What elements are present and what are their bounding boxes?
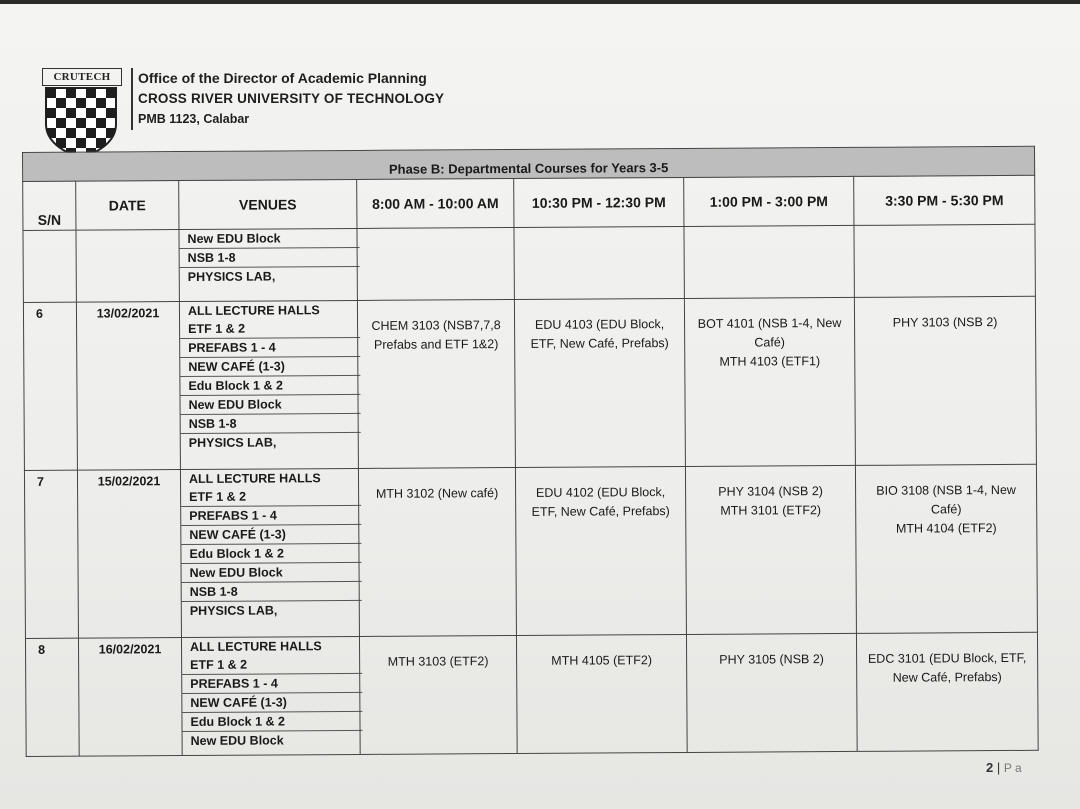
course-entry: BOT 4101 (NSB 1-4, New Café) [697,315,842,350]
venue-item: PREFABS 1 - 4 [180,338,360,358]
venue-list [181,469,359,620]
course-entry: CHEM 3103 (NSB7,7,8 Prefabs and ETF 1&2) [371,318,501,352]
exam-timetable [22,146,1039,757]
slot3-cell [684,297,855,466]
column-header-slot1: 8:00 AM - 10:00 AM [357,178,514,228]
page-number [986,760,1022,775]
course-entry: PHY 3103 (NSB 2) [892,315,998,330]
venue-item: NEW CAFÉ (1-3) [181,525,361,545]
venue-item: PREFABS 1 - 4 [181,506,361,526]
sn-cell [23,230,76,302]
column-header-date: DATE [76,181,179,231]
university-name: CROSS RIVER UNIVERSITY OF TECHNOLOGY [138,91,445,106]
course-entry: EDU 4103 (EDU Block, ETF, New Café, Prefabs) [530,317,669,351]
venues-cell [180,468,359,637]
course-entry: BIO 3108 (NSB 1-4, New Café) [876,482,1016,517]
venue-item: Edu Block 1 & 2 [181,544,361,564]
venue-list [182,637,360,750]
course-entry: MTH 3101 (ETF2) [720,503,822,518]
university-logo [36,66,128,164]
venue-item: NSB 1-8 [182,582,362,602]
slot4-cell [854,224,1035,297]
slot3-cell [684,225,854,298]
sn-cell: 7 [24,470,78,638]
course-entry: MTH 4103 (ETF1) [719,354,821,369]
page-number-separator: | [996,760,1001,775]
date-cell [76,230,179,303]
course-entry: EDC 3101 (EDU Block, ETF, New Café, Prefabs) [867,650,1027,685]
course-entry: MTH 3103 (ETF2) [387,654,489,669]
venue-item: NSB 1-8 [180,248,360,268]
venue-item: NEW CAFÉ (1-3) [180,357,360,377]
table-row [23,224,1035,302]
table-row [23,296,1036,470]
venue-list [179,229,356,286]
venue-item: ALL LECTURE HALLS [188,471,321,486]
slot4-cell [854,296,1036,465]
page-top-edge [0,0,1080,4]
venue-item: New EDU Block [180,395,360,415]
header-divider [131,68,133,130]
venue-item: Edu Block 1 & 2 [180,376,360,396]
letterhead [138,68,444,128]
logo-text: CRUTECH [42,68,122,86]
venue-item: PHYSICS LAB, [189,603,278,618]
slot2-cell [514,298,685,467]
slot1-cell [358,467,516,636]
venue-item: PHYSICS LAB, [187,269,276,284]
venue-item: ETF 1 & 2 [181,487,361,507]
venue-item: ETF 1 & 2 [182,655,362,675]
slot3-cell [686,633,857,752]
phase-title: Phase B: Departmental Courses for Years 3-5 [23,146,1035,181]
venues-cell [179,228,357,301]
course-entry: MTH 4104 (ETF2) [895,521,997,536]
table-row [25,632,1038,756]
course-entry: EDU 4102 (EDU Block, ETF, New Café, Prefabs) [531,485,670,519]
venues-cell [179,300,358,469]
university-address: PMB 1123, Calabar [138,112,250,126]
venue-item: New EDU Block [190,733,284,748]
slot1-cell [359,635,517,754]
date-cell: 15/02/2021 [77,470,181,639]
course-entry: PHY 3104 (NSB 2) [718,484,823,499]
venues-cell [181,636,360,755]
venue-item: ALL LECTURE HALLS [187,303,320,318]
date-cell: 16/02/2021 [78,638,182,757]
slot2-cell [514,226,684,299]
sn-cell: 6 [23,302,77,470]
timetable-body [23,224,1038,756]
page-number-value: 2 [986,760,994,775]
venue-item: New EDU Block [182,563,362,583]
column-header-sn: S/N [23,181,76,230]
crest-shield-icon [36,66,128,164]
venue-item: PHYSICS LAB, [188,435,277,450]
slot4-cell [856,632,1038,751]
office-title: Office of the Director of Academic Planning [138,70,427,86]
slot1-cell [357,299,515,468]
venue-item: ETF 1 & 2 [180,319,360,339]
course-entry: PHY 3105 (NSB 2) [719,652,824,667]
venue-item: NSB 1-8 [181,414,361,434]
venue-item: Edu Block 1 & 2 [182,712,362,732]
slot2-cell [515,466,686,635]
course-entry: MTH 4105 (ETF2) [551,653,653,668]
sn-cell: 8 [25,638,79,756]
venue-item: NEW CAFÉ (1-3) [182,693,362,713]
slot1-cell [357,227,514,300]
column-header-slot3: 1:00 PM - 3:00 PM [684,176,854,226]
venue-item: PREFABS 1 - 4 [182,674,362,694]
slot3-cell [685,465,856,634]
page-label: P a [1003,761,1022,775]
venue-list [180,301,358,452]
date-cell: 13/02/2021 [76,302,180,471]
column-header-venues: VENUES [179,179,357,229]
slot2-cell [516,634,687,753]
venue-item: New EDU Block [179,229,359,249]
slot4-cell [855,464,1037,633]
column-header-slot2: 10:30 PM - 12:30 PM [514,177,684,227]
course-entry: MTH 3102 (New café) [375,486,499,501]
column-header-slot4: 3:30 PM - 5:30 PM [854,175,1035,225]
table-row [24,464,1037,638]
venue-item: ALL LECTURE HALLS [189,639,322,654]
